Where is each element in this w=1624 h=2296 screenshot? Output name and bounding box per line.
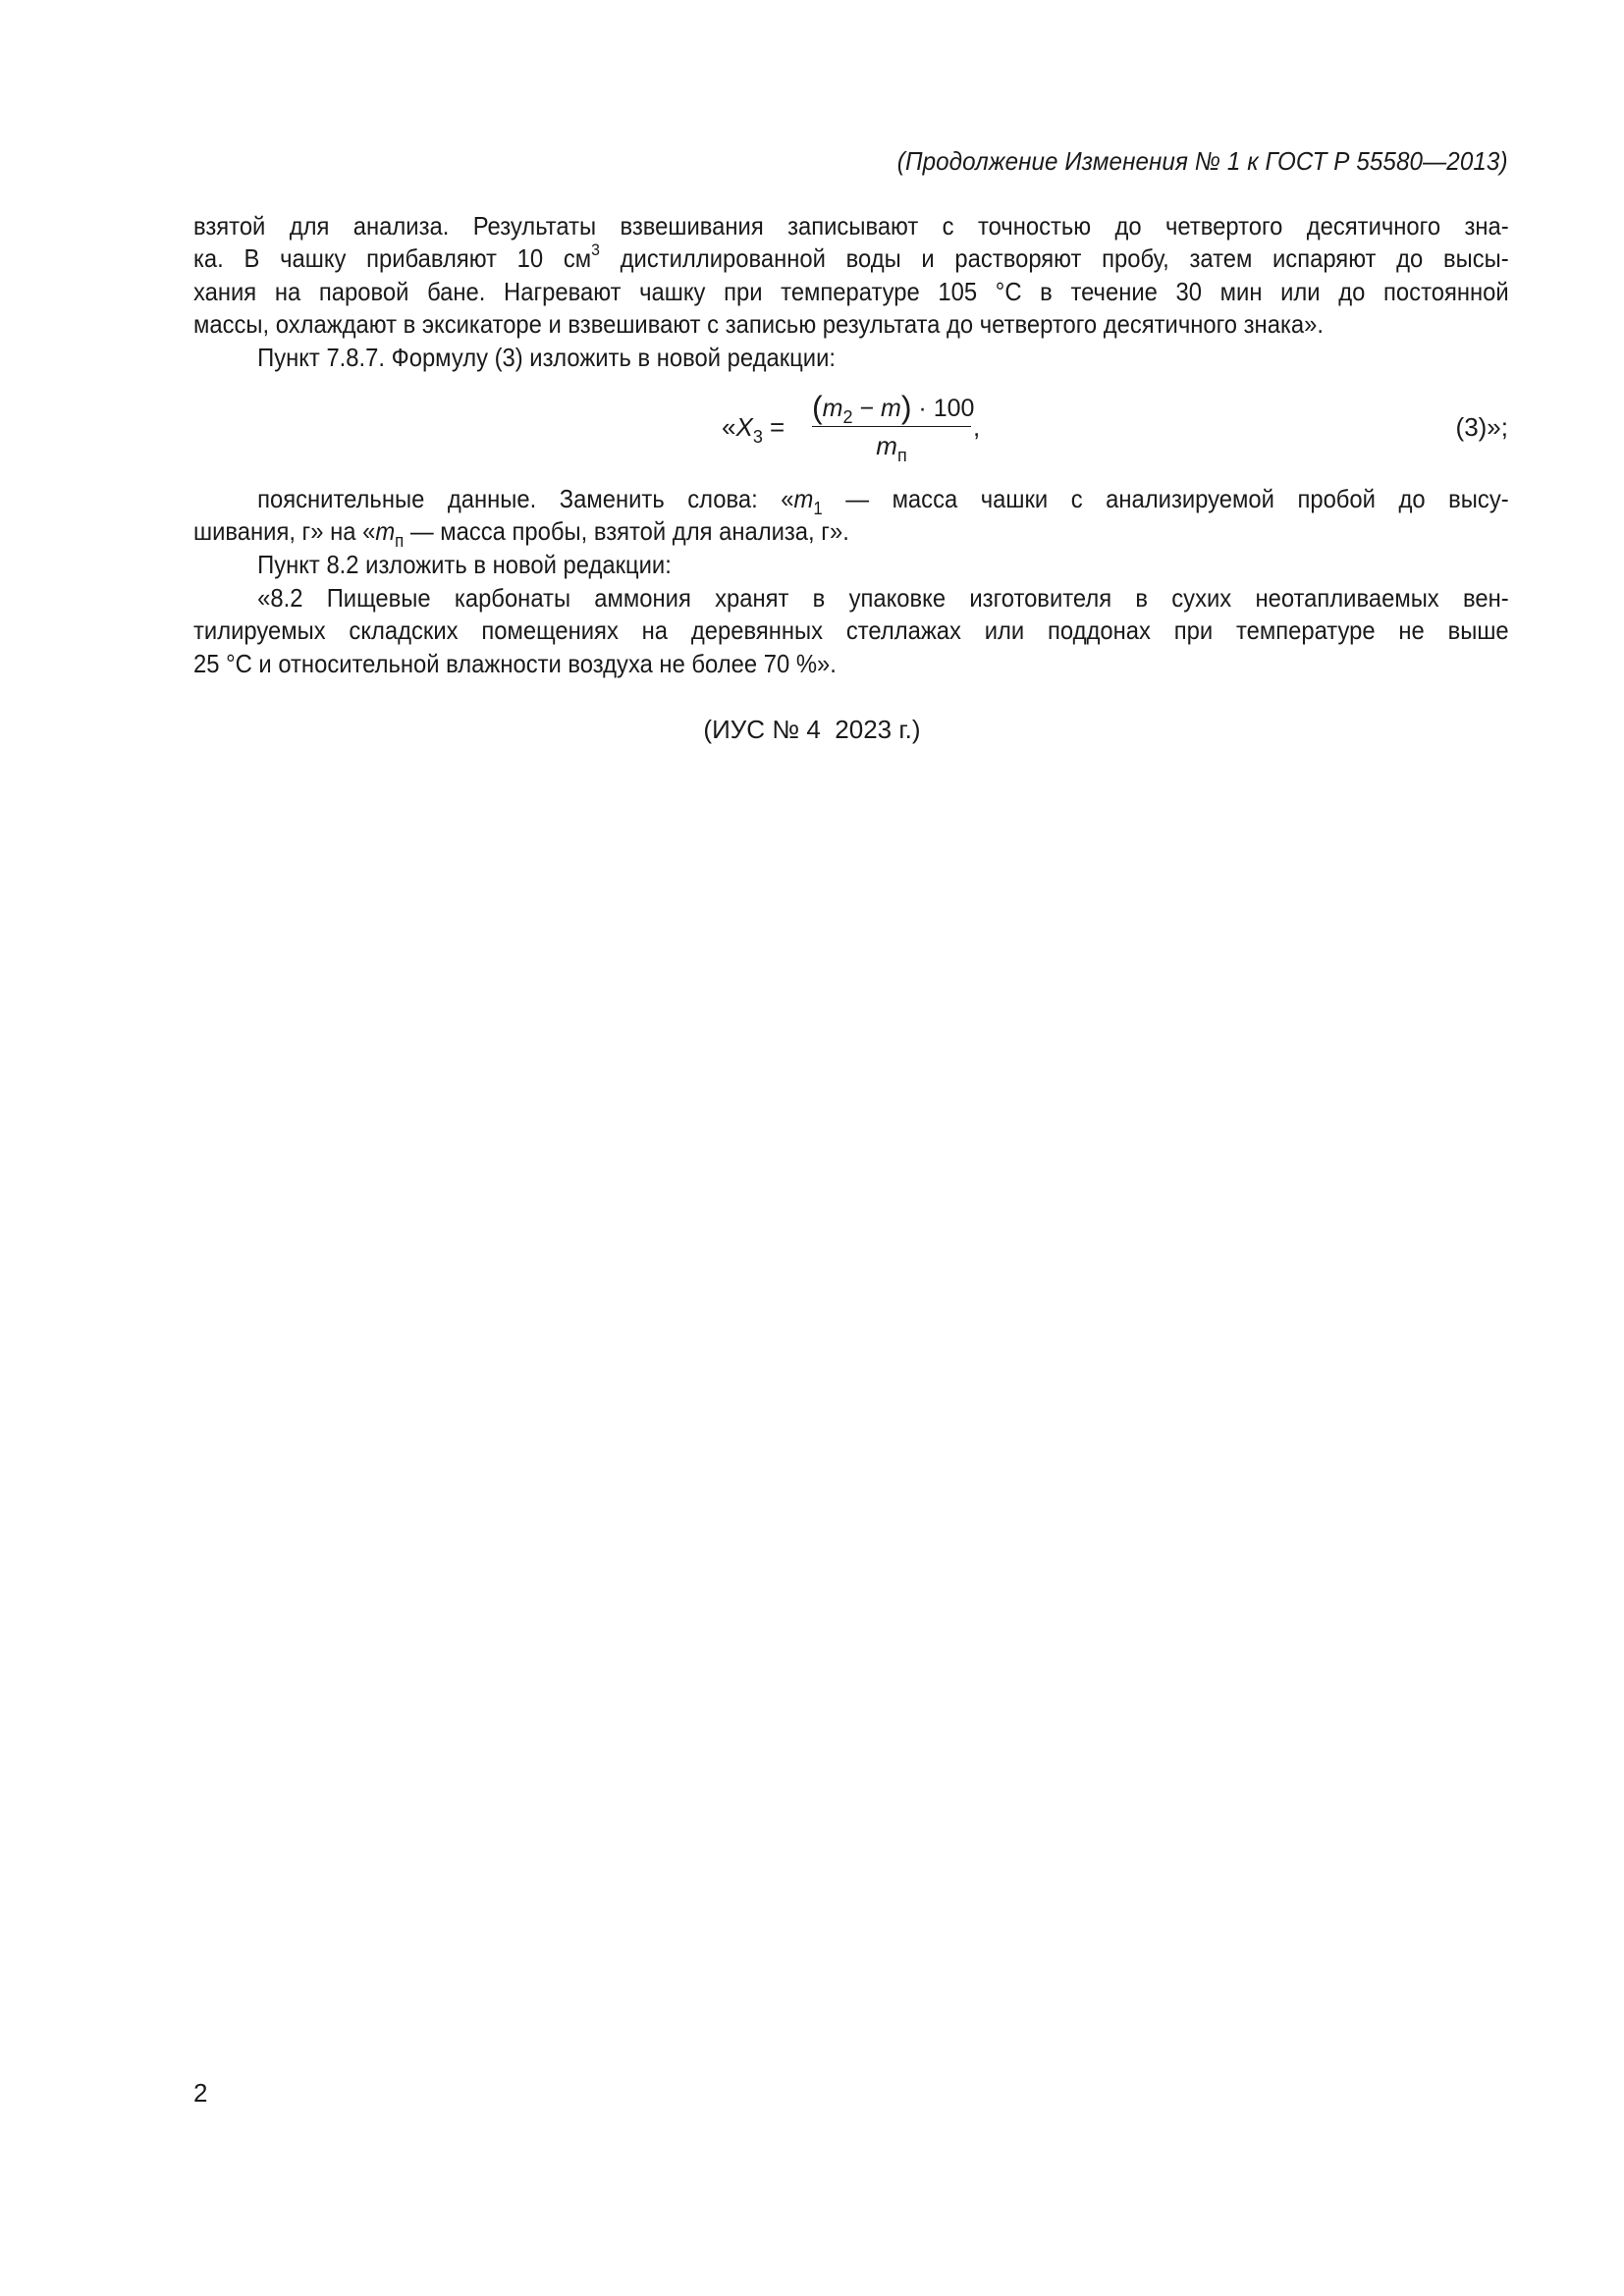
formula-lhs: «$X_3$ =	[722, 412, 785, 447]
paragraph-clause-8-2-text	[193, 583, 1509, 681]
formula-denominator: $m_п$	[876, 431, 907, 465]
text-line: массы, охлаждают в эксикаторе и взвешивают с записью результата до четвертого десятичного знака».	[193, 311, 1324, 340]
text-line: ка. В чашку прибавляют 10 $см^3$ дистиллированной воды и растворяют пробу, затем испаряют до высы-	[193, 240, 1509, 274]
paragraph-clause-8-2-intro	[193, 550, 1509, 582]
text-line: шивания, г» на «$m_п$ — масса пробы, взятой для анализа, г».	[193, 518, 849, 552]
text-line: хания на паровой бане. Нагревают чашку при температуре 105 °С в течение 30 мин или до постоянной	[193, 278, 1509, 306]
formula-numerator: $(m_2 - m) \cdot 100$	[812, 390, 975, 427]
page-number: 2	[193, 2078, 208, 2108]
source-note: (ИУС № 4 2023 г.)	[703, 715, 921, 744]
text-line: Пункт 8.2 изложить в новой редакции:	[257, 552, 672, 579]
continuation-title: (Продолжение Изменения № 1 к ГОСТ Р 55580—2013)	[897, 146, 1508, 176]
continuation-header	[897, 146, 1508, 176]
equation-number: (3)»;	[1455, 412, 1508, 442]
text-line: пояснительные данные. Заменить слова: «$m_1$ — масса чашки с анализируемой пробой до высу-	[257, 486, 1509, 518]
paragraph-formula-intro	[193, 343, 1509, 375]
variable-x: X	[735, 412, 753, 442]
text-line: взятой для анализа. Результаты взвешивания записывают с точностью до четвертого десятичного зна-	[193, 213, 1509, 240]
fraction-bar	[812, 426, 971, 427]
text-line: Пункт 7.8.7. Формулу (3) изложить в новой редакции:	[257, 345, 837, 372]
paragraph-explanatory-data	[193, 484, 1509, 550]
text-line: тилируемых складских помещениях на деревянных стеллажах или поддонах при температуре не выше	[193, 617, 1509, 646]
document-page: (Продолжение Изменения № 1 к ГОСТ Р 55580—2013) взятой для анализа. Результаты взвешивания записывают с точностью до четвертого десятичного зна- ка. В чашку прибавляют 10 $см^3$ дистиллированной воды и растворяют пробу, затем испаряют до высы- хания на паровой бане. Нагревают чашку при температуре 105 °С в течение 30 мин или до постоянной массы, охлаждают в эксикаторе и взвешивают с записью результата до четвертого десятичного знака». Пункт 7.8.7. Формулу (3) изложить в новой редакции: «$X_3$ = $(m_2 - m) \cdot 100$ $m_п$ , (3)»; пояснительные данные. Заменить слова: «$m_1$ — масса чашки с анализируемой пробой до высу- шивания, г» на «$m_п$ — масса пробы, взятой для анализа, г». Пункт 8.2 изложить в новой редакции: «8.2 Пищевые карбонаты аммония хранят в упаковке изготовителя в сухих неотапливаемых вен- тилируемых складских помещениях на деревянных стеллажах или поддонах при температуре не выше 25 °С и относительной влажности воздуха не более 70 %». (ИУС № 4 2023 г.) 2	[0, 0, 1624, 2296]
paragraph-drying-procedure	[193, 211, 1509, 343]
superscript: 3	[591, 240, 600, 260]
text-line: 25 °С и относительной влажности воздуха не более 70 %».	[193, 650, 837, 678]
text-line: «8.2 Пищевые карбонаты аммония хранят в упаковке изготовителя в сухих неотапливаемых вен-	[257, 585, 1509, 613]
